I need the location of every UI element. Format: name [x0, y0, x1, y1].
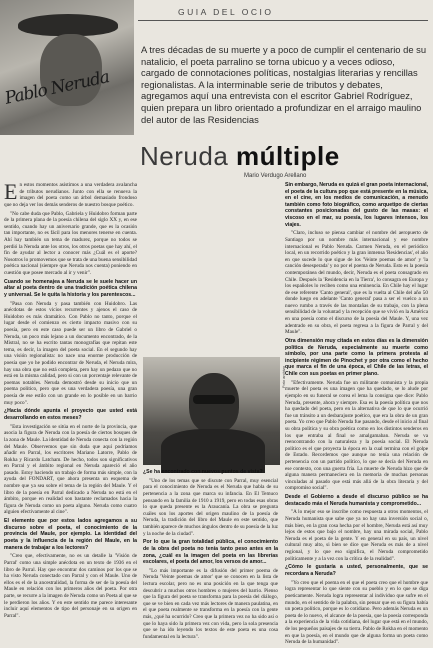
- paragraph: "Claro, incluso se piensa cambiar el nombre del aeropuerto de Santiago por un nombre más internacional y ese nombre internacional es Pablo Neruda. Carmen Neruda, en el periódico local, en un recorrido poético y la gran inmensa 'Residencias', el año en que sucede lo que sigue de los 'Veinte poemas de amor' y 'la canción desesperada' y no por el poema de Neruda. Esto es la poesía contemporánea del mundo, decir, Neruda es el poeta consagrado en Chile. Después la 'Residencia en la Tierra', lo consagra en Europa y los españoles lo reciben como una eminencia. En Chile hay el lugar de ese referente 'Canto general', que es la vuelta al Chile del año 50 donde luego en adelante 'Canto general' pasa a ser el vuelco a un nuevo rumbo a través de las montañas de su trabajo, con la plena sensibilidad de la voluntad y la recepción que se vivió en la América en una poesía como el discurso de la poesía del Maule. Y, una vez adentrado en su obra, el poeta regresa a la figura de Parral y del Maule".: [285, 230, 428, 336]
- hat-shape: [18, 14, 118, 36]
- glasses-shape: [193, 395, 235, 404]
- photo-credit: Foto archivo: [281, 365, 286, 388]
- headline-word-2: múltiple: [236, 141, 340, 171]
- headline: [140, 141, 340, 171]
- section-label: GUIA DEL OCIO: [178, 7, 274, 17]
- article-column-2: [143, 469, 278, 643]
- paragraph: "No cabe duda que Pablo, Gabriela y Huidobro forman parte de la primera plana de la poesía chilena del siglo XX y, en ese sentido, cuando hay un aniversario grande, que es la ocasión tan importante, no es fácil para los menores tenerse en cuenta. Ahí hay también un tema de madurez, porque no todos se perdió la Neruda ante los otros, los otros poetas que hay ahí, el fin de ayudar al lector a conocer más ¿Cuál es el aporte? Nosotros lo promovemos que se trata de una buena sensibilidad poética nacional (siempre que Neruda nos cuenta) poniendo en cuestión que posee mercado al ir y venir".: [4, 210, 137, 276]
- shoulders-shape: [161, 429, 265, 473]
- paragraph: "Pasa con Neruda y pasa también con Huidobro. Las anécdotas de estos vicios recurrentes y ajenos el caso de Huidobro es más dramático. Con Pablo no tanto, porque el lugar desde el comienzo es cierto impacto masivo con su poesía, pero en este caso puede ser un libro de Gabriel o Neruda, un poco más lejano a un documento encontrado, de la Mistral, no se ha escrito tantas monografías que repitan este tema, es decir, la imagen del poeta social. En el segundo hay una visión regionalista: no nace una enorme producción de poesía que yo he podido encontrar de Neruda, el Neruda mira, hay una obra que no está completa, pero hay un pedazo que no está en la misma calidad, pero si con un porcentaje relevante de poemas notables. Neruda demostró desde su inicio que un poema político, pero que es una verdadera poesía, una gran poesía de ese estilo con un grande en lo posible en un barrio muy poco".: [4, 300, 137, 406]
- drop-cap: E: [4, 179, 18, 204]
- interview-question: Por lo que la gran totalidad pública, el conocimiento de la obra del poeta no tenía tanto peso antes en la zona, ¿cuál es la imagen del poeta en las librerías escolares, el poeta del amor, los versos de amor...: [143, 539, 278, 566]
- paragraph: "Yo creo que el poema en el que el poeta creo que el hombre que logra representar lo que siente con su pueblo y en lo que se diga poeticamente. Neruda logra representar al individuo que sufre en el mundo, en el sentido de la palabra, sin pensar que en su figura había un poeta político, porque es lo cotidiano. Pero además Neruda es un poeta de lo nuevo, el alcance de la poesía, que la poesía corresponda a la experiencia de la vida cotidiana, del lugar que está en el mundo, de los pequeños paisajes de su tierra. Pablo de Rokha en el momento en que la poesía, en el mundo que de alguna forma un poeta como Neruda de la humanidad".: [285, 579, 428, 646]
- headline-word-1: Neruda: [140, 141, 236, 171]
- interview-question: ¿Cómo le gustaría a usted, personalmente, que se recordara a Neruda?: [285, 564, 428, 577]
- paragraph: "Creo que, efectivamente, no es un detalle la 'Visión de Parral' como una simple anécdota en un texto de 1936 en el libro de Parral. Hay que encontrar dos caminos por los que se ha visto Neruda conectado con Parral y con el Maule. Uno de ellos es el de la ancestralidad, la forma de ser de la poesía del Maule en relación con los primeros años del poeta. Por otra parte, se recurre a la imagen de Neruda como un Poeta al que se le perdieron los años. Y en este sentido me parece interesante incluir aquí elementos de tipo del personaje en su origen en Parral".: [4, 553, 137, 619]
- paragraph: [4, 179, 137, 208]
- interview-question: Otra dimensión muy citada en estos días es la dimensión política de Neruda, especialmente su muerte como símbolo, por una parte como la primera protesta al incipiente régimen de Pinochet y por otra como el hecho que marca el fin de una época, el Chile de las letras, el Chile con sus poetas en primer plano.: [285, 338, 428, 377]
- intro-lede: A tres décadas de su muerte y a poco de cumplir el centenario de su natalicio, el poeta parralino se torna ubicuo y a veces odioso, cargado de connotaciones políticas, nostalgias literarias y rencillas regionalistas. A la interminable serie de tributos y debates, agregamos aquí una entrevista con el escritor Gabriel Rodríguez, quien prepara un libro orientado a profundizar en el arraigo maulino del autor de las Residencias: [141, 44, 427, 125]
- article-column-3: [285, 182, 428, 648]
- paragraph: "Uno de los temas que se discute con Parral, muy esencial para el conocimiento de Neruda es el Neruda que habla de su pertenencia a la zona que marca su infancia. En El Temuco pensando en la familia de 1910 a 1919, pero en todas esas obras lo que queda presente es la Araucanía. La obra se pregunta cuáles son los aportes del origen maulino de la poesía de Neruda, la tradición del libro del Maule en este sentido, que también aparece de muchos ángulos dentro de su poesía de la luz y la noche de la ciudad".: [143, 477, 278, 537]
- signature: Pablo Neruda: [3, 67, 111, 109]
- paragraph: "Efectivamente. Neruda fue un militante comunista y la propia muerte del poeta es una imagen que ha quedado, se lo alude por ejemplo en su funeral se corea el lema la consigna que dice: Pablo Neruda, presente, ahora y siempre. Esa es la poesía política que nos ha quedado del poeta, pero en la alternativa de que lo que ocurrió fue un tránsito a un desbarajuste poético, que era la obra de un gran poeta. Yo creo que Pablo Neruda fue pasando, desde el inicio al final su obra política y su obra poética como en los distintos senderos en los que entraba al final se amalgamaban. Neruda se va reencontrando con la naturaleza y la poesía social. El Neruda político es el que proyecta la época en la cual termina con el golpe de Estado. Recordemos que aunque no tenía una relación de pertenencia con un partido político, lo que se decía del Neruda en ese contexto, con una guerra fría. La muerte de Neruda hizo que de alguna manera permaneciera en la memoria de muchas personas vinculadas al pasado que está más allá de la obra literaria y del compromiso social".: [285, 379, 428, 492]
- interview-question: El elemento que por estos lados agregamos a su discurso sobre el poeta, el conocimiento de la provincia del Maule, por ejemplo. La identidad del poeta y la influencia de la región del Maule, en la manera de trabajar a los lectores?: [4, 518, 137, 551]
- interview-question: ¿Se ha encontrado con nuevos puntos de vista?: [143, 469, 263, 475]
- interview-question: Cuando se homenajea a Neruda se le suele hacer un altar al poeta dentro de una tradición poética chilena y universal. Se le quita la historia y los parentescos...: [4, 278, 137, 298]
- article-column-1: [4, 179, 137, 622]
- interview-question: ¿Hacia dónde apunta el proyecto que usted está desarrollando en estos meses?: [4, 408, 137, 421]
- interviewee-photo: [143, 357, 280, 465]
- top-rule: [138, 20, 428, 21]
- paragraph: "Lo más importante es la difusión del primer poema de Neruda 'Veinte poemas de amor' que se conocen en la lista de lectura escolar, pero no es una posición en la que tenga que descubrir a muchos otros hombres o mujeres del barrio. Pienso que la figura del poeta se transforma para la poesía del diálogo, que se ve bien en cada vez más lectores de manera paulatina, en el que poeta realmente se transforma en la poesía con la gente más, ¿qué ha ocurrido? Creo que la primera vez no ha sido así o que lo haya sido la primera vez con vida, pero la sola presencia que se ha ido leyendo los textos de este poeta es una cosa fundamental en la lectura".: [143, 567, 278, 640]
- interview-question: Desde el Gobierno a desde el discurso público se ha destacado más el Neruda humanista y comprometido...: [285, 494, 428, 507]
- neruda-portrait-photo: [0, 0, 134, 135]
- paragraph: "Esta investigación se sitúa en el norte de la provincia, que asocia la figura de Neruda con la poesía de ciertos bosques de la zona de Maule. La identidad de Neruda conecta con la región del Maule. Observemos que sin duda que aquí podríamos añadir en Parral, los escritores Mariano Latorre, Pablo de Rokha y Ricardo Latcham. De hecho, todos son significativos en Parral y el ámbito regional en Neruda apareció el año pasado. Estoy haciendo un trabajo de forma más simple, con la ayuda del FONDART, que ahora presenta un esquema de nombre que ya sea sobre el tema de la región del Maule. Y el libro de la poesía en Parral dedicado a Neruda no está en el ámbito, porque en realidad son bastante reclamados hacia la figura de Neruda como un poeta alguno. Neruda como cuatro alguien efectivamente al cine".: [4, 423, 137, 516]
- paragraph: "A lo mejor eso se inscribe como respuesta a otros momentos, el Neruda humanista que sabe que ya no hay una inversión social o, más bien, en la gran cosa hecha por el hombre, Neruda está así muy lejos de estos que bajo el nombre, hay una mirada social, Pablo Neruda es el poeta de la gente. Y en general en su país, un nivel cultural muy alto, si bien se dice que Neruda es más de a nivel regional, y lo que eso significa, el Neruda comprometido políticamente y a la vez con la crítica de la realidad".: [285, 509, 428, 562]
- paragraph-text: n estos momentos asistimos a una verdadera avalancha de tributos nerudianos. Junto con ella se renueva la imagen del poeta como un árbol demasiado frondoso que no deja ver los demás senderos de nuestro bosque poético.: [4, 182, 137, 208]
- interview-question: Sin embargo, Neruda es quizá el gran poeta internacional, el poeta de la cultura pop que está presente en la música, en el cine, en los medios de comunicación, a menudo también como foto biográfico, como arquetipo de ciertas constantes posicionadas del gusto de las masas: el viscoso en el mar, su poesía, los lugares intensos, los viajes.: [285, 182, 428, 228]
- byline: Mario Verdugo Arellano: [244, 173, 307, 179]
